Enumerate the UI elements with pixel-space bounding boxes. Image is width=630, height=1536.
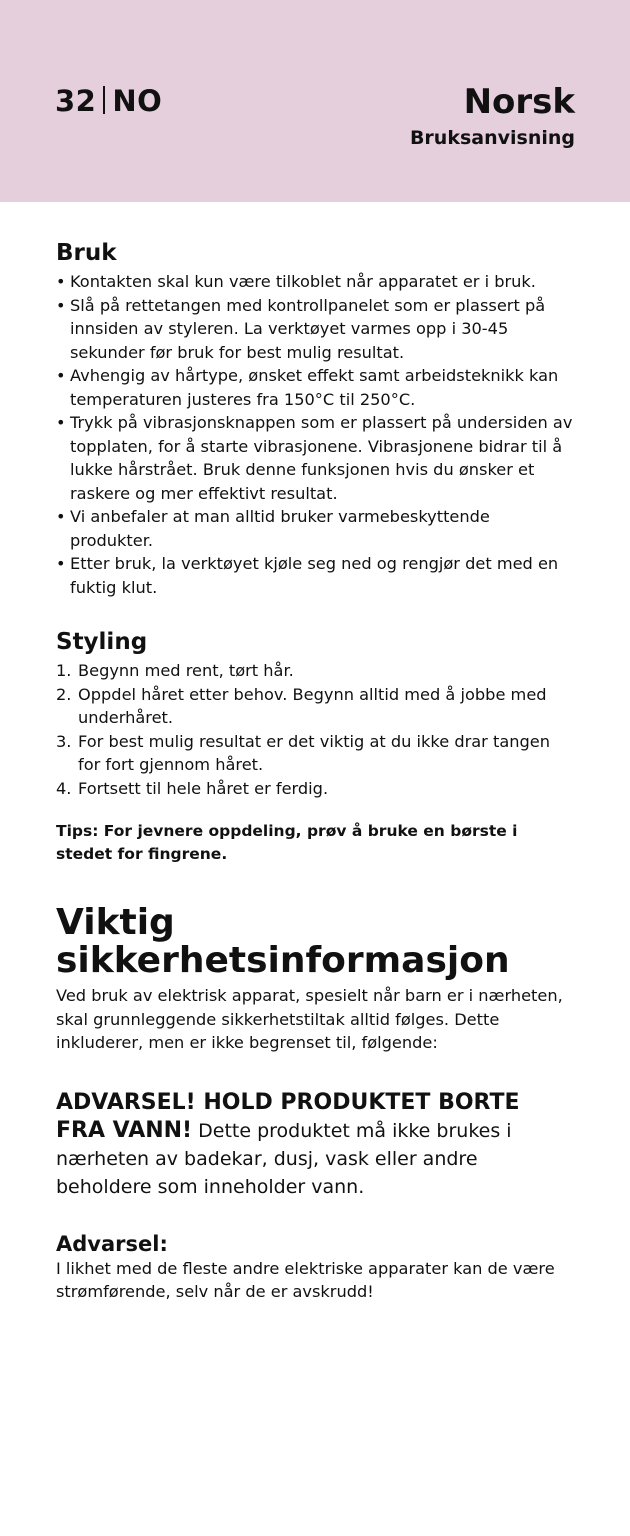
bruk-list — [56, 270, 576, 599]
bruk-heading: Bruk — [56, 240, 117, 266]
header-band — [0, 0, 630, 202]
list-item: • Etter bruk, la verktøyet kjøle seg ned og rengjør det med en fuktig klut. — [56, 554, 559, 597]
water-warning — [56, 1089, 576, 1201]
language-code: NO — [112, 84, 163, 118]
page-number-value: 32 — [55, 84, 97, 118]
advarsel-text: I likhet med de fleste andre elektriske apparater kan de være strømførende, selv når de er avskrudd! — [56, 1258, 555, 1301]
styling-heading: Styling — [56, 629, 148, 655]
list-item: 1. Begynn med rent, tørt hår. — [56, 661, 294, 680]
list-item: 3. For best mulig resultat er det viktig at du ikke drar tangen for fort gjennom håret. — [56, 731, 550, 774]
list-item: • Slå på rettetangen med kontrollpanelet som er plassert på innsiden av styleren. La verktøyet varmes opp i 30-45 sekunder før bruk for best mulig resultat. — [56, 295, 546, 362]
list-item: 2. Oppdel håret etter behov. Begynn alltid med å jobbe med underhåret. — [56, 684, 547, 727]
safety-heading-line1: Viktig — [56, 902, 175, 943]
styling-steps — [56, 659, 576, 800]
list-item: 4. Fortsett til hele håret er ferdig. — [56, 778, 329, 798]
language-title: Norsk — [463, 82, 575, 122]
safety-heading-line2: sikkerhetsinformasjon — [56, 940, 510, 981]
tips-text: Tips: For jevnere oppdeling, prøv å bruke en børste i stedet for fingrene. — [56, 822, 518, 863]
list-item: • Trykk på vibrasjonsknappen som er plassert på undersiden av topplaten, for å starte vibrasjonene. Vibrasjonene bidrar til å lukke hårstrået. Bruk denne funksjonen hvis du ønsker et raskere og mer effektivt resultat. — [56, 413, 573, 503]
content — [56, 240, 576, 1303]
manual-subtitle: Bruksanvisning — [409, 127, 575, 149]
safety-intro: Ved bruk av elektrisk apparat, spesielt når barn er i nærheten, skal grunnleggende sikkerhetstiltak alltid følges. Dette inkluderer, men er ikke begrenset til, følgende: — [56, 986, 563, 1052]
separator — [103, 86, 105, 114]
styling-section — [56, 629, 576, 866]
list-item: • Vi anbefaler at man alltid bruker varmebeskyttende produkter. — [56, 507, 490, 550]
safety-heading — [56, 904, 576, 980]
list-item: • Kontakten skal kun være tilkoblet når apparatet er i bruk. — [56, 272, 536, 291]
water-warning-strong: ADVARSEL! HOLD PRODUKTET BORTE FRA VANN! — [56, 1089, 520, 1143]
safety-section — [56, 904, 576, 1303]
bruk-section — [56, 240, 576, 599]
page-number — [55, 84, 162, 118]
water-warning-text: Dette produktet må ikke brukes i nærheten av badekar, dusj, vask eller andre beholdere som inneholder vann. — [56, 1119, 512, 1198]
list-item: • Avhengig av hårtype, ønsket effekt samt arbeidsteknikk kan temperaturen justeres fra 150°C til 250°C. — [56, 366, 559, 409]
advarsel-heading: Advarsel: — [56, 1231, 168, 1256]
